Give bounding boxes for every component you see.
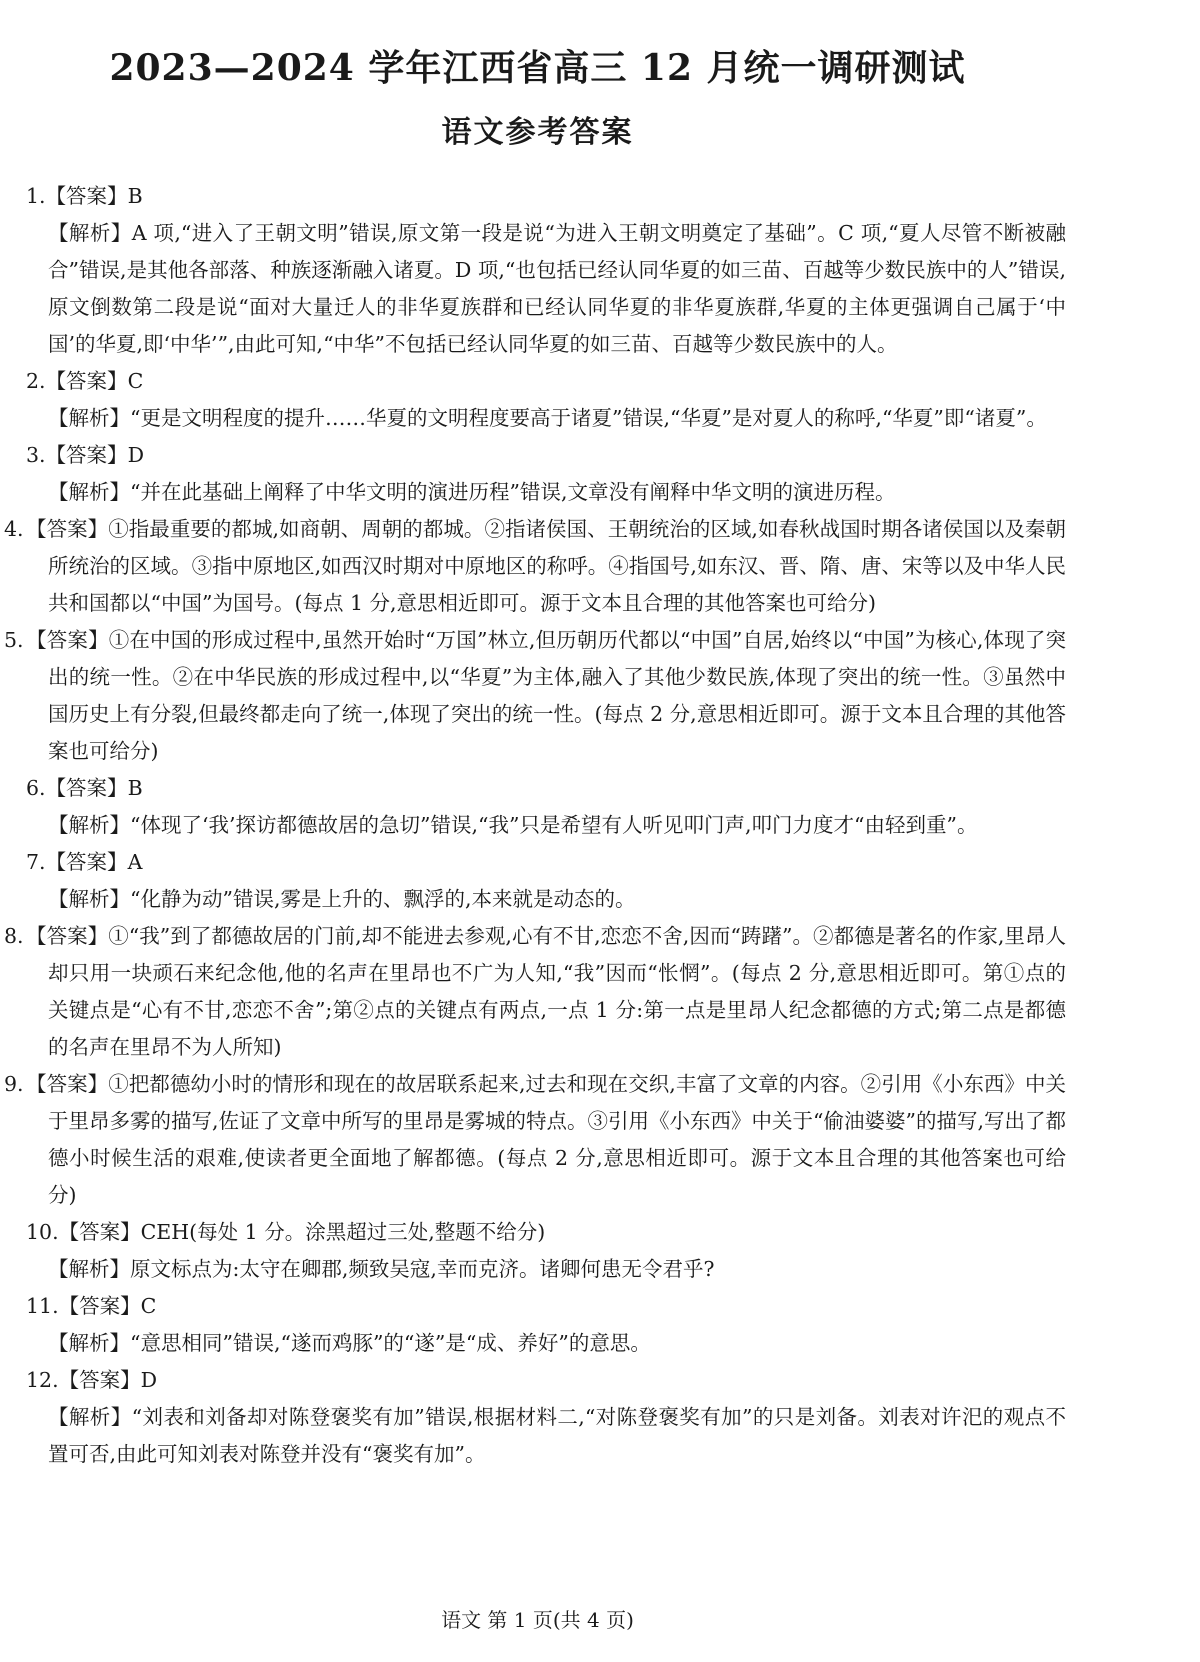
analysis-tag: 【解析】	[48, 1331, 130, 1355]
analysis-tag: 【解析】	[48, 1257, 130, 1281]
answer-text: CEH(每处 1 分。涂黑超过三处,整题不给分)	[140, 1220, 546, 1244]
answer-tag: 【答案】	[26, 924, 109, 948]
answer-text: ①指最重要的都城,如商朝、周朝的都城。②指诸侯国、王朝统治的区域,如春秋战国时期各诸侯国以及秦朝所统治的区域。③指中原地区,如西汉时期对中原地区的称呼。④指国号,如东汉、晋、隋、唐、宋等以及中华人民共和国都以“中国”为国号。(每点 1 分,意思相近即可。源于文本且合理的其他答案也可给分)	[48, 517, 1067, 615]
analysis-tag: 【解析】	[48, 813, 130, 837]
question-number: 10.	[26, 1220, 59, 1244]
page-title: 2023—2024 学年江西省高三 12 月统一调研测试	[109, 47, 966, 89]
answer-tag: 【答案】	[58, 1220, 141, 1244]
question-number: 2.	[26, 369, 46, 393]
question-item-4: 4. 【答案】①指最重要的都城,如商朝、周朝的都城。②指诸侯国、王朝统治的区域,如春秋战国时期各诸侯国以及秦朝所统治的区域。③指中原地区,如西汉时期对中原地区的称呼。④指国号,如东汉、晋、隋、唐、宋等以及中华人民共和国都以“中国”为国号。(每点 1 分,意思相近即可。源于文本且合理的其他答案也可给分)	[4, 517, 1067, 615]
page-subtitle: 语文参考答案	[441, 115, 634, 150]
answer-tag: 【答案】	[26, 1072, 109, 1096]
analysis-tag: 【解析】	[48, 221, 132, 245]
question-number: 1.	[26, 184, 46, 208]
question-number: 3.	[26, 443, 46, 467]
question-item-10	[26, 1214, 1066, 1288]
answer-tag: 【答案】	[45, 850, 128, 874]
answer-tag: 【答案】	[45, 369, 128, 393]
page-footer: 语文 第 1 页(共 4 页)	[441, 1608, 634, 1632]
answer-tag: 【答案】	[26, 628, 109, 652]
answer-text: C	[127, 369, 144, 393]
answer-text: ①在中国的形成过程中,虽然开始时“万国”林立,但历朝历代都以“中国”自居,始终以“中国”为核心,体现了突出的统一性。②在中华民族的形成过程中,以“华夏”为主体,融入了其他少数民族,体现了突出的统一性。③虽然中国历史上有分裂,但最终都走向了统一,体现了突出的统一性。(每点 2 分,意思相近即可。源于文本且合理的其他答案也可给分)	[48, 628, 1066, 763]
question-item-7	[26, 844, 1066, 918]
analysis-tag: 【解析】	[48, 480, 130, 504]
analysis-text: 原文标点为:太守在卿郡,频致吴寇,幸而克济。诸卿何患无令君乎?	[130, 1257, 715, 1281]
answer-tag: 【答案】	[45, 443, 128, 467]
question-item-6	[26, 770, 1066, 844]
question-item-11	[26, 1288, 1066, 1362]
analysis-tag: 【解析】	[48, 1405, 132, 1429]
answer-text: D	[140, 1368, 158, 1392]
analysis-text: “并在此基础上阐释了中华文明的演进历程”错误,文章没有阐释中华文明的演进历程。	[130, 480, 896, 504]
answer-text: B	[127, 184, 143, 208]
analysis-text: “体现了‘我’探访都德故居的急切”错误,“我”只是希望有人听见叩门声,叩门力度才“由轻到重”。	[130, 813, 978, 837]
question-item-3	[26, 437, 1066, 511]
answer-text: ①把都德幼小时的情形和现在的故居联系起来,过去和现在交织,丰富了文章的内容。②引用《小东西》中关于里昂多雾的描写,佐证了文章中所写的里昂是雾城的特点。③引用《小东西》中关于“偷油婆婆”的描写,写出了都德小时候生活的艰难,使读者更全面地了解都德。(每点 2 分,意思相近即可。源于文本且合理的其他答案也可给分)	[48, 1072, 1067, 1207]
answer-text: C	[140, 1294, 157, 1318]
question-number: 7.	[26, 850, 46, 874]
question-item-5: 5. 【答案】①在中国的形成过程中,虽然开始时“万国”林立,但历朝历代都以“中国”自居,始终以“中国”为核心,体现了突出的统一性。②在中华民族的形成过程中,以“华夏”为主体,融入了其他少数民族,体现了突出的统一性。③虽然中国历史上有分裂,但最终都走向了统一,体现了突出的统一性。(每点 2 分,意思相近即可。源于文本且合理的其他答案也可给分)	[4, 628, 1066, 763]
analysis-tag: 【解析】	[48, 887, 130, 911]
analysis-text: “意思相同”错误,“遂而鸡豚”的“遂”是“成、养好”的意思。	[130, 1331, 651, 1355]
question-number: 6.	[26, 776, 46, 800]
question-item-1	[26, 178, 1066, 363]
answer-tag: 【答案】	[58, 1294, 141, 1318]
answer-list	[4, 178, 1067, 1473]
question-item-12	[26, 1362, 1066, 1473]
analysis-tag: 【解析】	[48, 406, 130, 430]
question-item-2	[26, 363, 1066, 437]
answer-text: ①“我”到了都德故居的门前,却不能进去参观,心有不甘,恋恋不舍,因而“踌躇”。②都德是著名的作家,里昂人却只用一块顽石来纪念他,他的名声在里昂也不广为人知,“我”因而“怅惘”。(每点 2 分,意思相近即可。第①点的关键点是“心有不甘,恋恋不舍”;第②点的关键点有两点,一点 1 分:第一点是里昂人纪念都德的方式;第二点是都德的名声在里昂不为人所知)	[48, 924, 1066, 1059]
answer-tag: 【答案】	[45, 776, 128, 800]
question-item-8: 8. 【答案】①“我”到了都德故居的门前,却不能进去参观,心有不甘,恋恋不舍,因而“踌躇”。②都德是著名的作家,里昂人却只用一块顽石来纪念他,他的名声在里昂也不广为人知,“我”因而“怅惘”。(每点 2 分,意思相近即可。第①点的关键点是“心有不甘,恋恋不舍”;第②点的关键点有两点,一点 1 分:第一点是里昂人纪念都德的方式;第二点是都德的名声在里昂不为人所知)	[4, 924, 1066, 1059]
question-item-9: 9. 【答案】①把都德幼小时的情形和现在的故居联系起来,过去和现在交织,丰富了文章的内容。②引用《小东西》中关于里昂多雾的描写,佐证了文章中所写的里昂是雾城的特点。③引用《小东西》中关于“偷油婆婆”的描写,写出了都德小时候生活的艰难,使读者更全面地了解都德。(每点 2 分,意思相近即可。源于文本且合理的其他答案也可给分)	[4, 1072, 1067, 1207]
answer-tag: 【答案】	[45, 184, 128, 208]
question-number: 11.	[26, 1294, 59, 1318]
answer-tag: 【答案】	[26, 517, 109, 541]
answer-text: D	[127, 443, 144, 467]
answer-text: A	[127, 850, 143, 874]
answer-text: B	[127, 776, 143, 800]
analysis-text: “化静为动”错误,雾是上升的、飘浮的,本来就是动态的。	[130, 887, 636, 911]
analysis-text: A 项,“进入了王朝文明”错误,原文第一段是说“为进入王朝文明奠定了基础”。C 项,“夏人尽管不断被融合”错误,是其他各部落、种族逐渐融入诸夏。D 项,“也包括已经认同华夏的如三苗、百越等少数民族中的人”错误,原文倒数第二段是说“面对大量迁人的非华夏族群和已经认同华夏的非华夏族群,华夏的主体更强调自己属于‘中国’的华夏,即‘中华’”,由此可知,“中华”不包括已经认同华夏的如三苗、百越等少数民族中的人。	[48, 221, 1066, 356]
analysis-text: “刘表和刘备却对陈登褒奖有加”错误,根据材料二,“对陈登褒奖有加”的只是刘备。刘表对许汜的观点不置可否,由此可知刘表对陈登并没有“褒奖有加”。	[48, 1405, 1067, 1466]
answer-tag: 【答案】	[58, 1368, 141, 1392]
analysis-text: “更是文明程度的提升……华夏的文明程度要高于诸夏”错误,“华夏”是对夏人的称呼,“华夏”即“诸夏”。	[130, 406, 1047, 430]
question-number: 12.	[26, 1368, 59, 1392]
